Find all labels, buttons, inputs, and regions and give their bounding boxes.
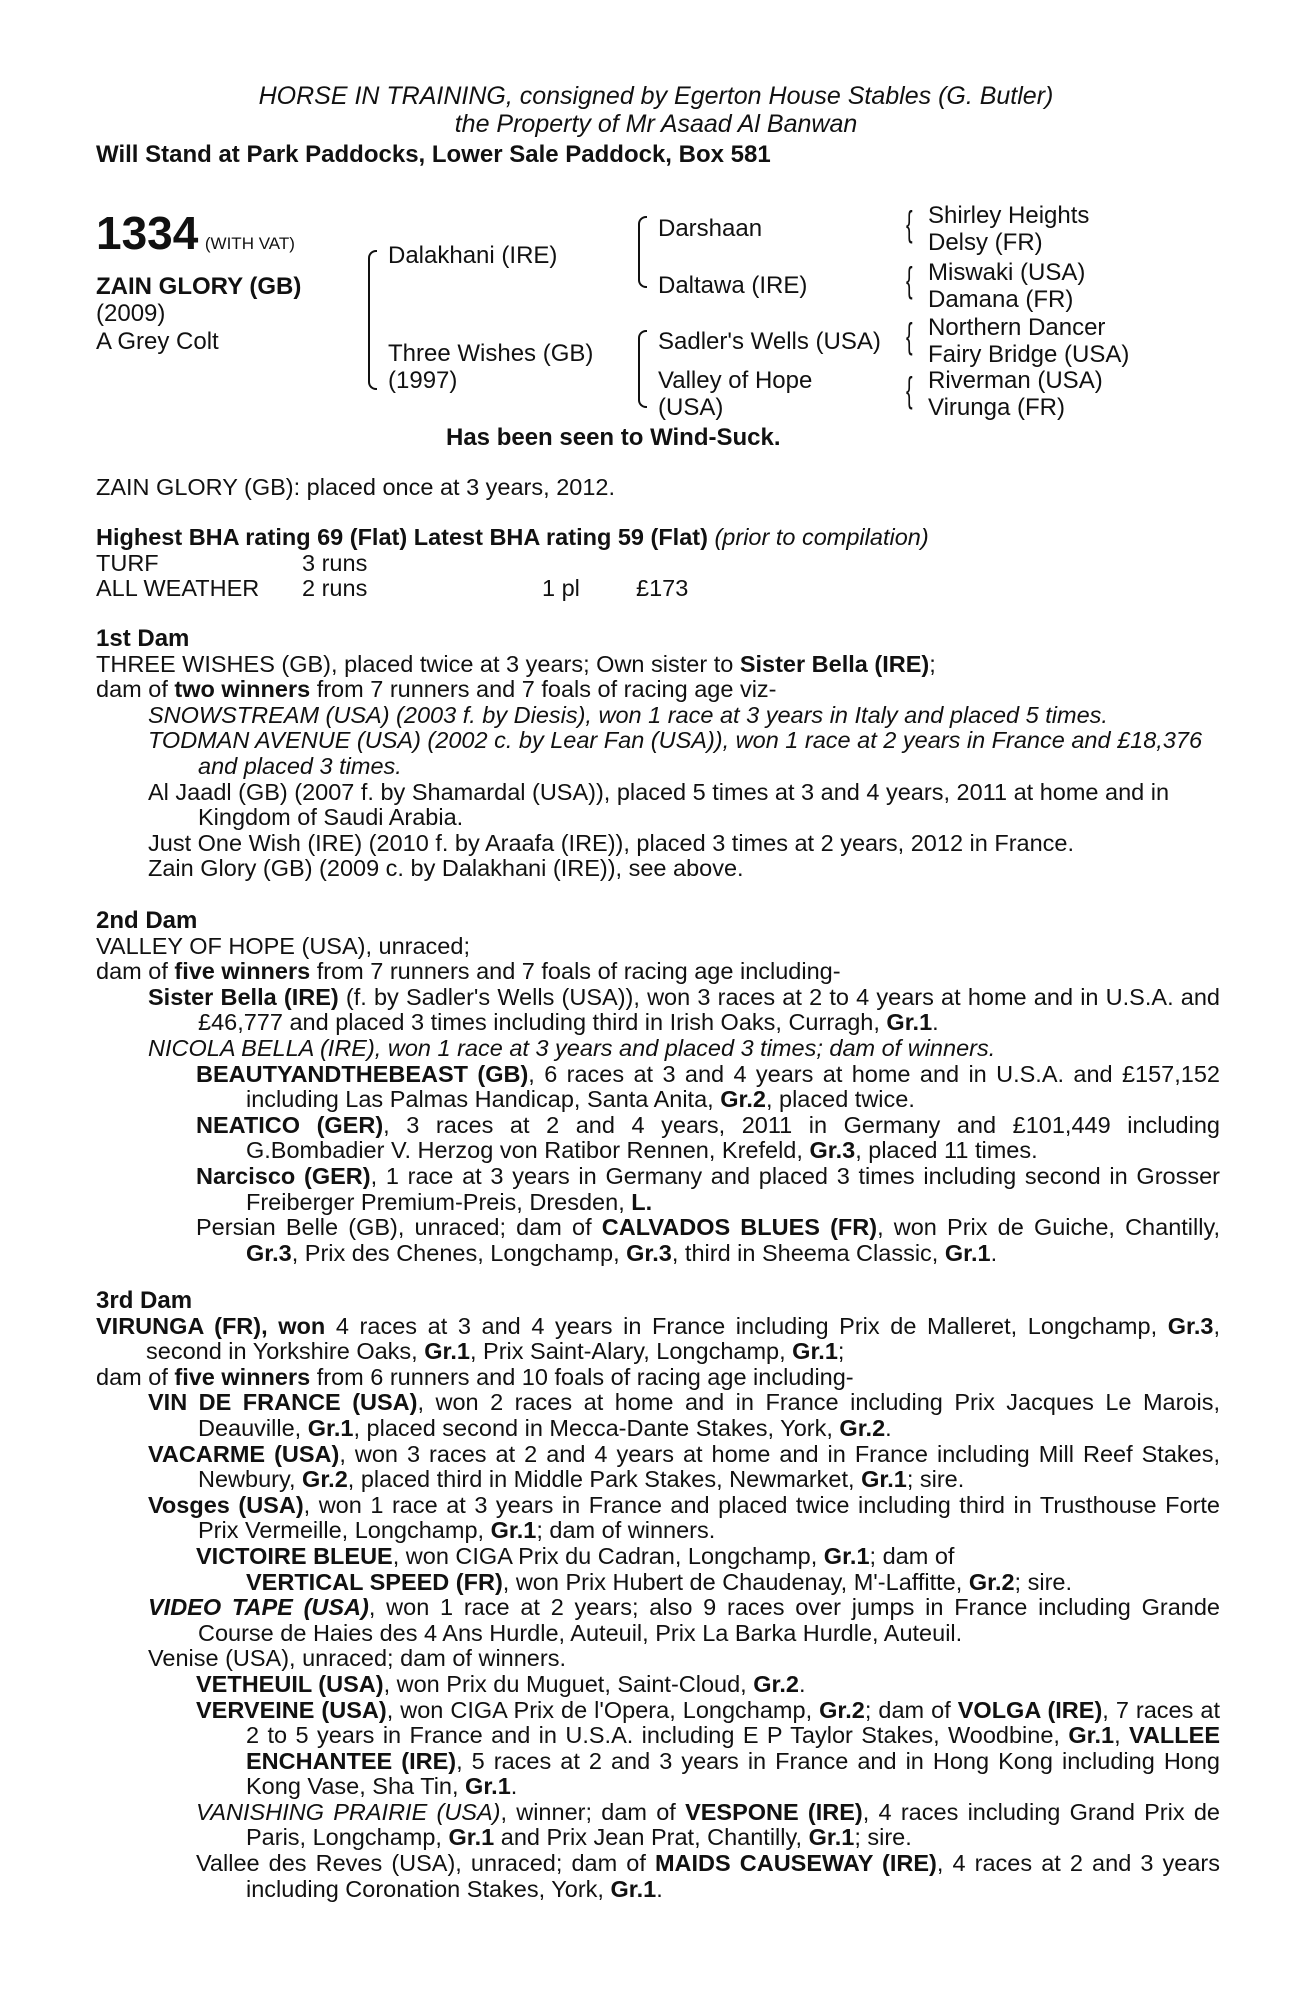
punct: ,	[1114, 1722, 1121, 1749]
produce-text: Vallee des Reves (USA), unraced; dam of	[196, 1850, 655, 1877]
dam-sire: Sadler's Wells (USA)	[658, 328, 881, 355]
produce-entry	[96, 728, 1220, 779]
grade: Gr.2	[753, 1670, 799, 1697]
grade: Gr.1	[808, 1824, 855, 1851]
punct: ,	[261, 1312, 268, 1339]
produce-name: VERVEINE (USA)	[196, 1696, 387, 1723]
first-dam-section	[96, 626, 1220, 882]
produce-text: , won CIGA Prix de l'Opera, Longchamp,	[386, 1696, 820, 1723]
rating-note: (prior to compilation)	[714, 524, 929, 550]
produce-name: NEATICO (GER)	[196, 1111, 384, 1138]
grade: Gr.3	[809, 1137, 856, 1164]
record-row	[96, 576, 1220, 602]
produce-text: ; dam of winners.	[536, 1517, 716, 1544]
ggdam-1: Delsy (FR)	[928, 229, 1043, 256]
produce-entry	[96, 1062, 1220, 1113]
foals-text: from 7 runners and 7 foals of racing age including-	[310, 958, 841, 985]
first-dam-intro: THREE WISHES (GB), placed twice at 3 years; Own sister to	[96, 650, 740, 677]
produce-entry: SNOWSTREAM (USA) (2003 f. by Diesis), won 1 race at 3 years in Italy and placed 5 times.	[148, 701, 1108, 728]
pedigree-bracket: {	[906, 259, 913, 300]
lot-number-row	[96, 207, 295, 259]
catalogue-header	[96, 82, 1216, 170]
grade: Gr.1	[448, 1824, 495, 1851]
produce-text: , 5 races at 2 and 3 years in France and in Hong Kong including Hong Kong Vase, Sha Tin,	[246, 1747, 1220, 1800]
dam-dam: Valley of Hope	[658, 367, 813, 394]
grade: Gr.3	[1167, 1312, 1214, 1339]
produce-name: VACARME (USA)	[148, 1440, 340, 1467]
produce-entry	[96, 1113, 1220, 1164]
ggdam-2: Damana (FR)	[928, 286, 1074, 313]
produce-name: VIN DE FRANCE (USA)	[148, 1389, 418, 1416]
dam-name: VIRUNGA (FR)	[96, 1312, 262, 1339]
produce-entry	[96, 1672, 1220, 1698]
produce-text: , 1 race at 3 years in Germany and placed 3 times including second in Grosser Freiberger Premium-Preis, Dresden,	[246, 1162, 1220, 1215]
pedigree-bracket	[638, 330, 647, 408]
produce-text: , won Prix Hubert de Chaudenay, M'-Laffitte,	[502, 1568, 969, 1595]
grade: Gr.1	[944, 1239, 991, 1266]
produce-text: ; dam of	[869, 1542, 955, 1569]
pedigree-bracket: {	[906, 315, 913, 356]
produce-entry	[96, 1493, 1220, 1544]
dam-dam-country: (USA)	[658, 394, 724, 421]
punct: .	[990, 1239, 998, 1266]
punct: .	[798, 1670, 806, 1697]
produce-text: , placed third in Middle Park Stakes, Newmarket,	[347, 1466, 862, 1493]
consignor-line: HORSE IN TRAINING, consigned by Egerton House Stables (G. Butler)	[258, 82, 1054, 110]
wind-suck-note: Has been seen to Wind-Suck.	[446, 424, 781, 451]
winners-count: five winners	[174, 958, 311, 985]
produce-name: Vosges (USA)	[148, 1491, 304, 1518]
ggsire-3: Northern Dancer	[928, 314, 1106, 341]
produce-entry: Zain Glory (GB) (2009 c. by Dalakhani (IRE)), see above.	[148, 855, 744, 882]
produce-name: VESPONE (IRE)	[685, 1798, 863, 1825]
grade: Gr.2	[839, 1414, 886, 1441]
third-dam-heading: 3rd Dam	[96, 1287, 193, 1314]
punct: .	[656, 1875, 663, 1902]
record-prize: £173	[636, 575, 689, 602]
produce-text: , 4 races at 2 and 3 years including Coronation Stakes, York,	[246, 1850, 1220, 1902]
record-surface: ALL WEATHER	[96, 575, 260, 602]
punct: .	[932, 1009, 939, 1036]
produce-entry	[96, 1698, 1220, 1800]
produce-entry: Just One Wish (IRE) (2010 f. by Araafa (IRE)), placed 3 times at 2 years, 2012 in France.	[148, 829, 1075, 856]
punct: .	[885, 1414, 892, 1441]
produce-text: , placed second in Mecca-Dante Stakes, York,	[353, 1414, 840, 1441]
produce-text: , second in Yorkshire Oaks,	[146, 1312, 1220, 1365]
produce-name: Sister Bella (IRE)	[148, 983, 339, 1010]
produce-name: VOLGA (IRE)	[957, 1696, 1103, 1723]
sire-dam: Daltawa (IRE)	[658, 272, 808, 299]
pedigree-bracket: {	[906, 203, 913, 244]
grade: Gr.2	[968, 1568, 1015, 1595]
grade: Gr.1	[465, 1773, 511, 1800]
produce-text: , 4 races including Grand Prix de Paris, Longchamp,	[246, 1798, 1220, 1851]
sire: Dalakhani (IRE)	[388, 242, 558, 269]
grade: Gr.1	[886, 1009, 933, 1036]
produce-text: , won Prix du Muguet, Saint-Cloud,	[383, 1670, 754, 1697]
grade: Gr.2	[302, 1466, 348, 1493]
punct: .	[510, 1773, 518, 1800]
produce-entry	[96, 1215, 1220, 1266]
grade: Gr.1	[424, 1338, 470, 1365]
grade: Gr.1	[861, 1466, 907, 1493]
produce-entry	[96, 1595, 1220, 1646]
produce-text: , won 3 races at 2 and 4 years at home and in France including Mill Reef Stakes, Newbury,	[198, 1440, 1220, 1493]
produce-text: , won Prix de Guiche, Chantilly,	[877, 1214, 1220, 1241]
produce-text: ; sire.	[1014, 1568, 1073, 1595]
grade: Gr.1	[792, 1338, 838, 1365]
bha-rating: Highest BHA rating 69 (Flat) Latest BHA rating 59 (Flat)	[96, 524, 708, 550]
dam-of-text: dam of	[96, 958, 175, 985]
record-row	[96, 551, 1220, 577]
winners-count: two winners	[174, 676, 311, 703]
third-dam-section	[96, 1288, 1220, 1902]
grade: Gr.2	[720, 1086, 766, 1113]
stand-location: Will Stand at Park Paddocks, Lower Sale Paddock, Box 581	[96, 141, 771, 168]
punct: ;	[929, 650, 936, 677]
produce-name: VICTOIRE BLEUE	[196, 1542, 393, 1569]
record-placed: 1 pl	[542, 575, 580, 602]
sire-sire: Darshaan	[658, 215, 763, 242]
dam-of-text: dam of	[96, 1363, 175, 1390]
produce-text: , 7 races at 2 to 5 years in France and in U.S.A. including E P Taylor Stakes, Woodbine,	[246, 1696, 1220, 1749]
produce-name: VANISHING PRAIRIE (USA)	[196, 1798, 501, 1825]
third-dam-intro	[96, 1314, 1220, 1365]
first-dam-heading: 1st Dam	[96, 625, 190, 652]
race-summary	[96, 475, 1220, 501]
produce-name: BEAUTYANDTHEBEAST (GB)	[196, 1060, 529, 1087]
produce-text: , won CIGA Prix du Cadran, Longchamp,	[392, 1542, 824, 1569]
produce-text: , won 1 race at 2 years; also 9 races over jumps in France including Grande Course de Haies des 4 Ans Hurdle, Auteuil, Prix La Barka Hurdle, Auteuil.	[198, 1594, 1221, 1646]
ggsire-2: Miswaki (USA)	[928, 259, 1086, 286]
produce-text: ; sire.	[854, 1824, 912, 1851]
grade: L.	[631, 1188, 653, 1215]
produce-text: ; sire.	[906, 1466, 965, 1493]
second-dam-section	[96, 908, 1220, 1266]
produce-text: 4 races at 3 and 4 years in France including Prix de Malleret, Longchamp,	[325, 1312, 1168, 1339]
grade: Gr.1	[823, 1542, 870, 1569]
produce-text: , 3 races at 2 and 4 years, 2011 in Germany and £101,449 including G.Bombadier V. Herzog von Ratibor Rennen, Krefeld,	[246, 1111, 1220, 1164]
ggsire-4: Riverman (USA)	[928, 367, 1103, 394]
produce-text: , won 1 race at 3 years in France and placed twice including third in Trusthouse Forte Prix Vermeille, Longchamp,	[198, 1491, 1220, 1544]
produce-text: , won 2 races at home and in France including Prix Jacques Le Marois, Deauville,	[198, 1389, 1221, 1441]
property-line: the Property of Mr Asaad Al Banwan	[454, 110, 858, 138]
produce-text: , placed twice.	[765, 1086, 915, 1113]
second-dam-heading: 2nd Dam	[96, 907, 198, 934]
dam: Three Wishes (GB)	[388, 340, 594, 367]
dam-year: (1997)	[388, 367, 458, 394]
produce-entry: NICOLA BELLA (IRE), won 1 race at 3 years and placed 3 times; dam of winners.	[148, 1034, 996, 1061]
produce-name: Narcisco (GER)	[196, 1162, 371, 1189]
produce-text: (f. by Sadler's Wells (USA)), won 3 races at 2 to 4 years at home and in U.S.A. and £46,777 and placed 3 times including third in Irish Oaks, Curragh,	[198, 983, 1220, 1036]
pedigree-bracket	[368, 250, 377, 390]
produce-text: TODMAN AVENUE (USA) (2002 c. by Lear Fan (USA)), won 1 race at 2 years in France and £18,376 and placed 3 times.	[148, 727, 1203, 779]
grade: Gr.3	[246, 1239, 292, 1266]
produce-name: CALVADOS BLUES (FR)	[601, 1214, 878, 1241]
horse-description: A Grey Colt	[96, 328, 219, 355]
winners-count: five winners	[174, 1363, 311, 1390]
record-runs: 2 runs	[302, 575, 368, 602]
record-runs: 3 runs	[302, 549, 368, 576]
grade: Gr.1	[610, 1875, 657, 1902]
produce-text: , winner; dam of	[500, 1798, 686, 1825]
produce-entry	[96, 1800, 1220, 1851]
produce-entry	[96, 1390, 1220, 1441]
vat-label: (WITH VAT)	[204, 234, 295, 253]
produce-entry	[96, 1164, 1220, 1215]
produce-text: and Prix Jean Prat, Chantilly,	[494, 1824, 809, 1851]
produce-entry: Venise (USA), unraced; dam of winners.	[148, 1645, 566, 1672]
grade: Gr.1	[307, 1414, 354, 1441]
pedigree-bracket	[638, 216, 647, 288]
grade: Gr.3	[626, 1239, 672, 1266]
produce-text: , third in Sheema Classic,	[671, 1239, 945, 1266]
produce-entry	[96, 1851, 1220, 1902]
horse-name: ZAIN GLORY (GB)	[96, 273, 302, 300]
foals-text: from 7 runners and 7 foals of racing age viz-	[310, 676, 777, 703]
produce-name: VIDEO TAPE (USA)	[148, 1594, 369, 1621]
produce-name: VALLEE ENCHANTEE (IRE)	[246, 1722, 1220, 1774]
produce-text: , 6 races at 3 and 4 years at home and in U.S.A. and £157,152 including Las Palmas Handicap, Santa Anita,	[246, 1060, 1220, 1113]
produce-text: , placed 11 times.	[855, 1137, 1038, 1164]
produce-text: , Prix Saint-Alary, Longchamp,	[469, 1338, 793, 1365]
second-dam-intro: VALLEY OF HOPE (USA), unraced;	[96, 932, 470, 959]
ggdam-4: Virunga (FR)	[928, 394, 1065, 421]
grade: Gr.1	[1068, 1722, 1115, 1749]
produce-name: VETHEUIL (USA)	[196, 1670, 384, 1697]
produce-text: , Prix des Chenes, Longchamp,	[291, 1239, 627, 1266]
produce-entry	[96, 1442, 1220, 1493]
punct: ;	[837, 1338, 845, 1365]
produce-entry	[96, 985, 1220, 1036]
ggdam-3: Fairy Bridge (USA)	[928, 341, 1130, 368]
pedigree-bracket: {	[906, 369, 913, 410]
won-text: won	[278, 1312, 326, 1339]
grade: Gr.1	[490, 1517, 537, 1544]
ggsire-1: Shirley Heights	[928, 202, 1090, 229]
rating-block	[96, 525, 1220, 602]
summary-text: ZAIN GLORY (GB): placed once at 3 years, 2012.	[96, 474, 615, 500]
sister-bella-ref: Sister Bella (IRE)	[739, 650, 930, 677]
foals-text: from 6 runners and 10 foals of racing age including-	[310, 1363, 854, 1390]
produce-text: Persian Belle (GB), unraced; dam of	[196, 1214, 602, 1241]
produce-name: MAIDS CAUSEWAY (IRE)	[654, 1850, 937, 1877]
record-surface: TURF	[96, 549, 159, 576]
produce-entry	[96, 1544, 1220, 1595]
produce-entry: Al Jaadl (GB) (2007 f. by Shamardal (USA)), placed 5 times at 3 and 4 years, 2011 at home and in Kingdom of Saudi Arabia.	[148, 778, 1170, 831]
foaling-year: (2009)	[96, 300, 166, 327]
dam-of-text: dam of	[96, 676, 175, 703]
lot-number: 1334	[96, 207, 199, 259]
grade: Gr.2	[819, 1696, 865, 1723]
produce-text: ; dam of	[864, 1696, 958, 1723]
produce-name: VERTICAL SPEED (FR)	[246, 1568, 503, 1595]
